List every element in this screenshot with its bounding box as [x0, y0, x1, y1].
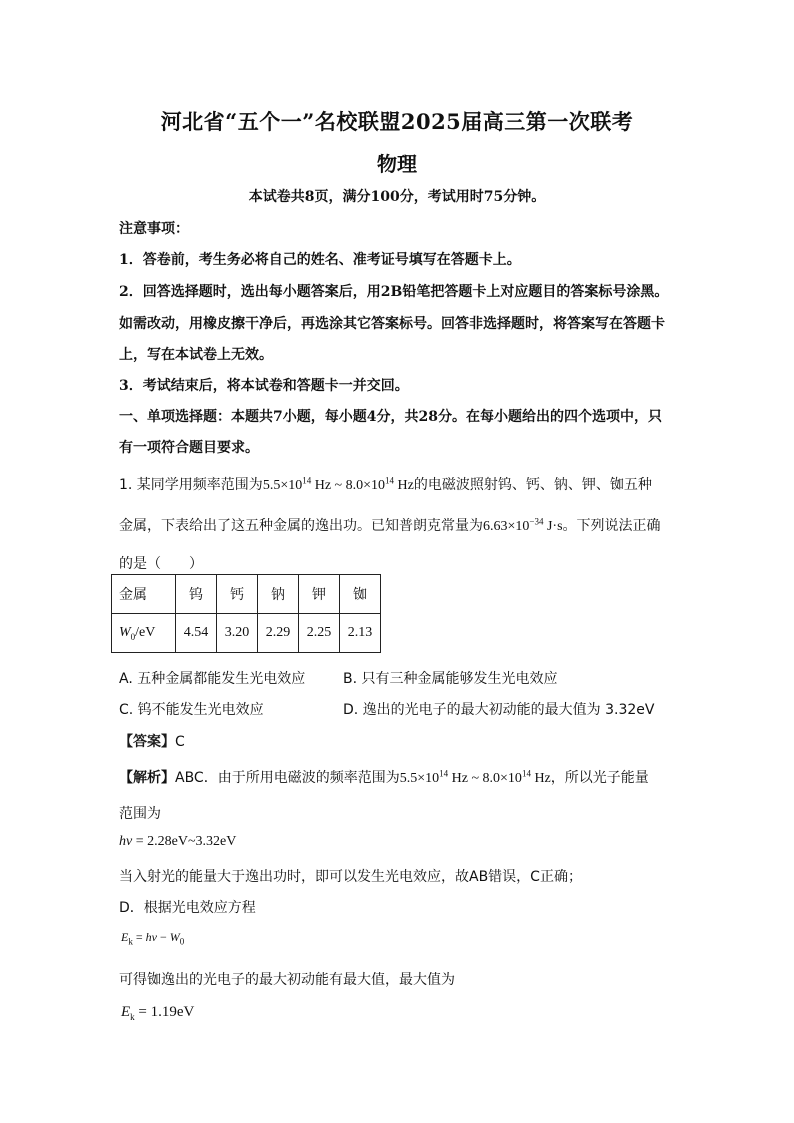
note-2-line-2: 如需改动，用橡皮擦干净后，再选涂其它答案标号。回答非选择题时，将答案写在答题卡 — [119, 316, 665, 332]
table-cell-metal: 钾 — [299, 575, 340, 614]
exam-info: 本试卷共8页，满分100分，考试用时75分钟。 — [248, 189, 546, 205]
question-1-line-3: 的是（ ） — [119, 556, 203, 572]
option-c: C. 钨不能发生光电效应 — [119, 702, 264, 718]
analysis-text-2: ，所以光子能量 — [550, 770, 649, 786]
note-2-line-1: 2．回答选择题时，选出每小题答案后，用2B铅笔把答题卡上对应题目的答案标号涂黑。 — [119, 284, 669, 300]
table-header-work-function: $W_0/eV$ — [112, 614, 176, 653]
table-cell-value: 2.29 — [258, 614, 299, 653]
analysis-line-5: 可得铷逸出的光电子的最大初动能有最大值，最大值为 — [119, 972, 455, 988]
analysis-text: ABC．由于所用电磁波的频率范围为 — [175, 770, 400, 786]
answer-label: 【答案】 — [119, 734, 175, 750]
answer-value: C — [175, 734, 185, 750]
option-a: A. 五种金属都能发生光电效应 — [119, 671, 306, 687]
note-2-line-3: 上，写在本试卷上无效。 — [119, 347, 273, 363]
equation-max-kinetic-energy: $E_k = 1.19eV$ — [121, 1004, 195, 1022]
analysis-line-2: 范围为 — [119, 806, 161, 822]
table-cell-metal: 钨 — [176, 575, 217, 614]
planck-constant: $6.63\times 10^{-34}$ J·s — [483, 516, 563, 534]
equation-photon-energy: hν = 2.28eV~3.32eV — [119, 834, 237, 849]
table-cell-metal: 铷 — [340, 575, 381, 614]
question-1-line-2 — [119, 515, 661, 535]
q1-text-3: 金属，下表给出了这五种金属的逸出功。已知普朗克常量为 — [119, 518, 483, 534]
analysis-line-4: D．根据光电效应方程 — [119, 900, 256, 916]
tilde: ~ — [334, 478, 343, 493]
exam-title: 河北省“五个一”名校联盟2025届高三第一次联考 — [160, 109, 634, 134]
table-cell-value: 2.25 — [299, 614, 340, 653]
note-1: 1．答卷前，考生务必将自己的姓名、准考证号填写在答题卡上。 — [119, 252, 521, 268]
analysis-line-3: 当入射光的能量大于逸出功时，即可以发生光电效应，故AB错误，C正确； — [119, 869, 582, 885]
option-b: B. 只有三种金属能够发生光电效应 — [343, 671, 558, 687]
section-heading-line-1: 一、单项选择题：本题共7小题，每小题4分，共28分。在每小题给出的四个选项中，只 — [119, 409, 662, 425]
option-d: D. 逸出的光电子的最大初动能的最大值为 3.32eV — [343, 702, 655, 718]
q1-text: 1. 某同学用频率范围为 — [119, 477, 263, 493]
table-cell-metal: 钙 — [217, 575, 258, 614]
question-1-line-1 — [119, 474, 652, 494]
table-header-metal: 金属 — [112, 575, 176, 614]
freq-high: $8.0\times 10^{14}$ Hz — [345, 475, 414, 493]
table-row — [112, 614, 381, 653]
answer-line — [119, 731, 185, 751]
notes-heading: 注意事项： — [119, 221, 189, 237]
analysis-line-1 — [119, 767, 649, 787]
q1-text-2: 的电磁波照射钨、钙、钠、钾、铷五种 — [413, 477, 652, 493]
table-cell-value: 3.20 — [217, 614, 258, 653]
equation-photoelectric: $E_k = h\nu - W_0$ — [121, 930, 185, 947]
table-row — [112, 575, 381, 614]
table-cell-value: 4.54 — [176, 614, 217, 653]
q1-text-4: 。下列说法正确 — [562, 518, 661, 534]
table-cell-value: 2.13 — [340, 614, 381, 653]
analysis-label: 【解析】 — [119, 770, 175, 786]
freq-low: $5.5\times 10^{14}$ Hz — [262, 475, 332, 493]
section-heading-line-2: 有一项符合题目要求。 — [119, 440, 259, 456]
work-function-table — [111, 574, 381, 653]
subject-title: 物理 — [377, 152, 417, 176]
table-cell-metal: 钠 — [258, 575, 299, 614]
freq-range: $5.5\times 10^{14}$ Hz ~ $8.0\times 10^{14}$ Hz — [399, 768, 551, 786]
note-3: 3．考试结束后，将本试卷和答题卡一并交回。 — [119, 378, 409, 394]
